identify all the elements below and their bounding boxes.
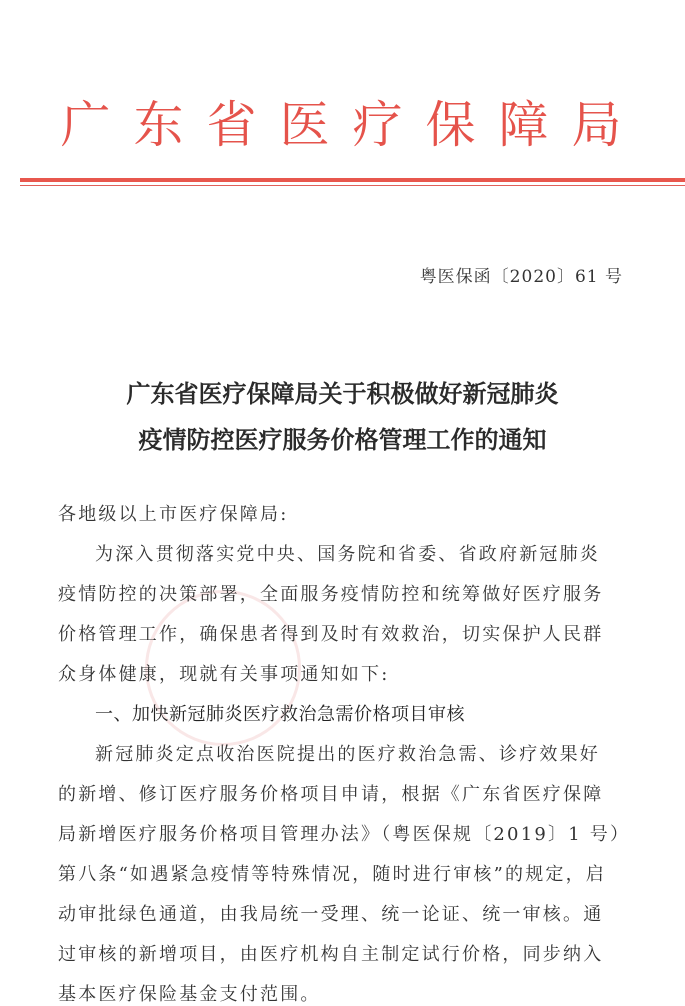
letterhead-rule-thick (20, 178, 685, 182)
document-number: 粤医保函〔2020〕61 号 (419, 267, 623, 287)
section-1-line: 过审核的新增项目，由医疗机构自主制定试行价格，同步纳入 (58, 944, 604, 965)
intro-line: 疫情防控的决策部署，全面服务疫情防控和统筹做好医疗服务 (58, 584, 604, 605)
section-1-line: 基本医疗保险基金支付范围。 (58, 984, 321, 1005)
section-1-line: 第八条“如遇紧急疫情等特殊情况，随时进行审核”的规定，启 (58, 864, 607, 885)
intro-line: 众身体健康，现就有关事项通知如下: (58, 664, 390, 685)
section-1-line: 局新增医疗服务价格项目管理办法》（粤医保规〔2019〕1 号） (58, 824, 631, 845)
section-1-heading: 一、加快新冠肺炎医疗救治急需价格项目审核 (95, 704, 465, 725)
document-title-line-1: 广东省医疗保障局关于积极做好新冠肺炎 (126, 379, 559, 408)
letterhead-rule-thin (20, 185, 685, 186)
intro-line: 为深入贯彻落实党中央、国务院和省委、省政府新冠肺炎 (95, 544, 600, 565)
intro-line: 价格管理工作，确保患者得到及时有效救治，切实保护人民群 (58, 624, 604, 645)
document-title-line-2: 疫情防控医疗服务价格管理工作的通知 (138, 425, 547, 454)
section-1-line: 的新增、修订医疗服务价格项目申请，根据《广东省医疗保障 (58, 784, 604, 805)
letterhead-title: 广东省医疗保障局 (60, 96, 645, 154)
section-1-line: 新冠肺炎定点收治医院提出的医疗救治急需、诊疗效果好 (95, 744, 600, 765)
section-1-line: 动审批绿色通道，由我局统一受理、统一论证、统一审核。通 (58, 904, 604, 925)
salutation: 各地级以上市医疗保障局: (58, 504, 289, 525)
